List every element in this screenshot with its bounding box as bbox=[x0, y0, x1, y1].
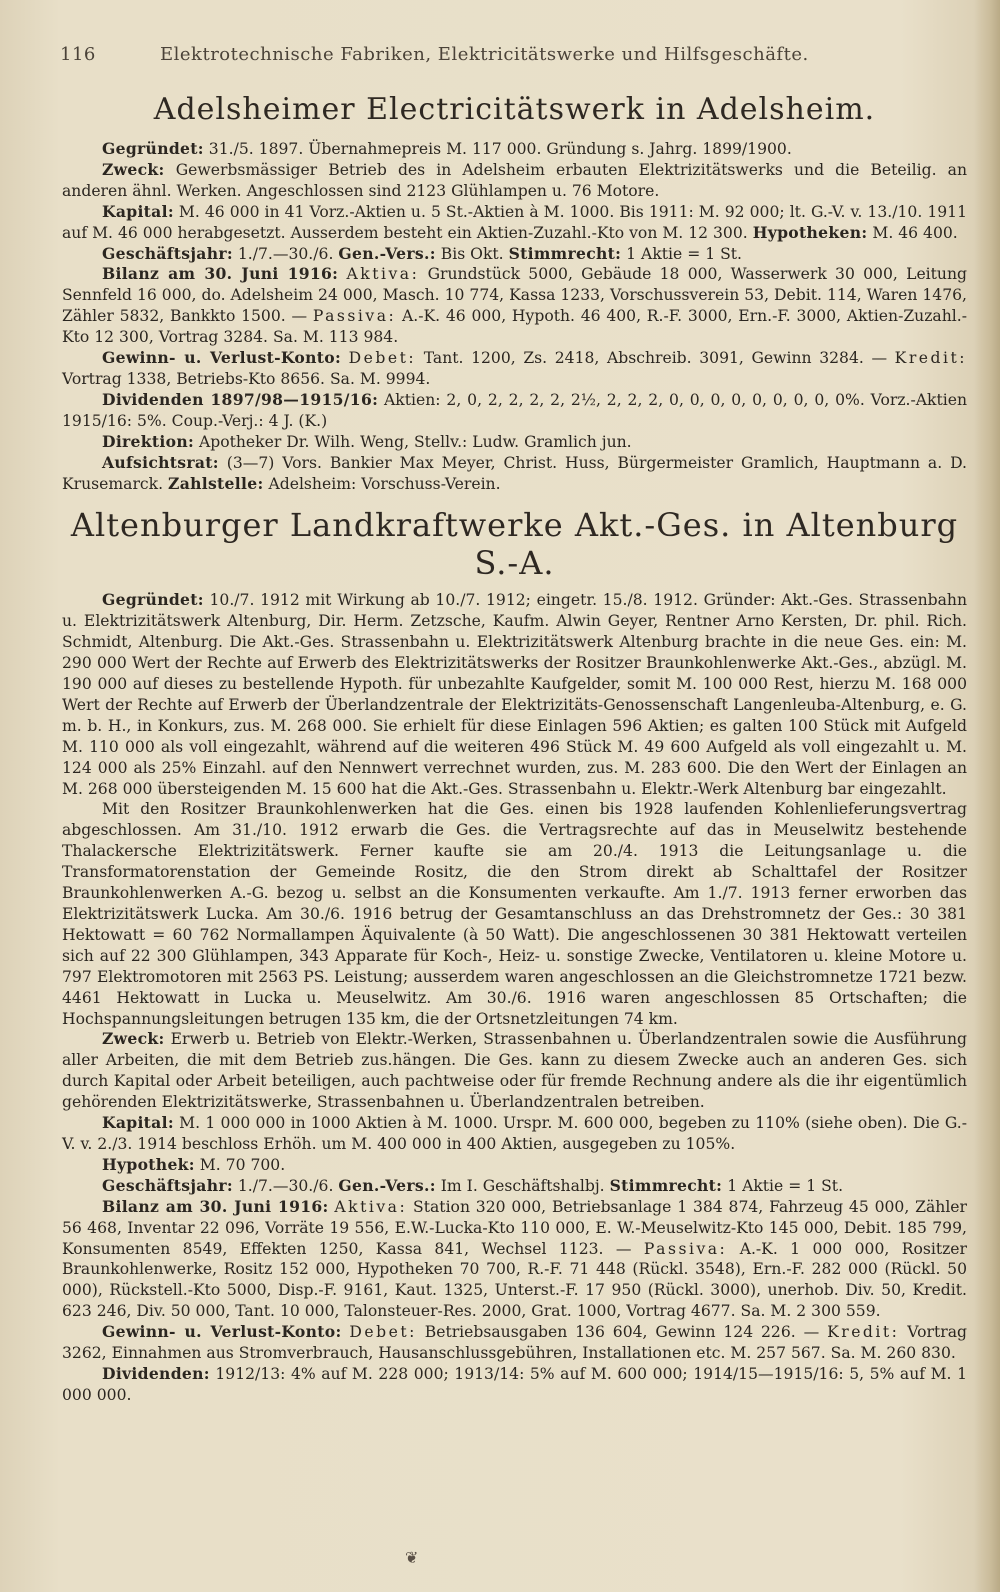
entry1-direktion: Direktion: Apotheker Dr. Wilh. Weng, Stellv.: Ludw. Gramlich jun. bbox=[102, 431, 632, 451]
entry2-bilanz: Bilanz am 30. Juni 1916: Aktiva: Station 320 000, Betriebsanlage 1 384 874, Fahrzeug 45 000, Zähler 56 468, Inventar 22 096, Vorräte 19 556, E.W.-Lucka-Kto 110 000, E. W.-Meuselwitz-Kto 145 000, Debit. 185 799, Konsumenten 8549, Effekten 1250, Kassa 841, Wechsel 1123. — Passiva: A.-K. 1 000 000, Rositzer Braunkohlenwerke, Rositz 152 000, Hypotheken 70 700, R.-F. 71 448 (Rückl. 3548), Ern.-F. 282 000 (Rückl. 50 000), Rückstell.-Kto 5000, Disp.-F. 9161, Kaut. 1325, Unterst.-F. 17 950 (Rückl. 3000), unerhob. Div. 50, Kredit. 623 246, Div. 50 000, Tant. 10 000, Talonsteuer-Res. 2000, Grat. 1000, Vortrag 4677. Sa. M. 2 300 559. bbox=[62, 1196, 967, 1321]
entry2-history: Mit den Rositzer Braunkohlenwerken hat die Ges. einen bis 1928 laufenden Kohlenlieferungsvertrag abgeschlossen. Am 31./10. 1912 erwarb die Ges. die Vertragsrechte auf das in Meuselwitz bestehende Thalackersche Elektrizitätswerk. Ferner kaufte sie am 20./4. 1913 die Leitungsanlage u. die Transformatorenstation der Gemeinde Rositz, die den Strom direkt ab Schalttafel der Rositzer Braunkohlenwerken A.-G. bezog u. selbst an die Konsumenten verkaufte. Am 1./7. 1913 ferner erworben das Elektrizitätswerk Lucka. Am 30./6. 1916 betrug der Gesamtanschluss an das Drehstromnetz der Ges.: 30 381 Hektowatt = 60 762 Normallampen Äquivalente (à 50 Watt). Die angeschlossenen 30 381 Hektowatt verteilen sich auf 22 300 Glühlampen, 343 Apparate für Koch-, Heiz- u. sonstige Zwecke, Ventilatoren u. kleine Motore u. 797 Elektromotoren mit 2563 PS. Leistung; ausserdem waren angeschlossen an die Gleichstromnetze 1721 bezw. 4461 Hektowatt in Lucka u. Meuselwitz. Am 30./6. 1916 waren angeschlossen 85 Ortschaften; die Hochspannungsleitungen betrugen 135 km, die der Ortsnetzleitungen 74 km. bbox=[62, 800, 967, 1028]
entry2-dividenden: Dividenden: 1912/13: 4% auf M. 228 000; 1913/14: 5% auf M. 600 000; 1914/15—1915/16: 5, 5% auf M. 1 000 000. bbox=[62, 1363, 967, 1404]
running-header bbox=[60, 44, 960, 65]
entry1-zweck: Zweck: Gewerbsmässiger Betrieb des in Adelsheim erbauten Elektrizitätswerks und die Beteilig. an anderen ähnl. Werken. Angeschlossen sind 2123 Glühlampen u. 76 Motore. bbox=[62, 159, 967, 200]
entry1-aufsichtsrat: Aufsichtsrat: (3—7) Vors. Bankier Max Meyer, Christ. Huss, Bürgermeister Gramlich, Hauptmann a. D. Krusemarck. Zahlstelle: Adelsheim: Vorschuss-Verein. bbox=[62, 452, 967, 493]
entry2-geschaeftsjahr: Geschäftsjahr: 1./7.—30./6. Gen.-Vers.: Im I. Geschäftshalbj. Stimmrecht: 1 Aktie = 1 St. bbox=[102, 1175, 844, 1195]
entry2-hypothek: Hypothek: M. 70 700. bbox=[102, 1154, 286, 1174]
page-number: 116 bbox=[60, 44, 96, 65]
entry2-kapital: Kapital: M. 1 000 000 in 1000 Aktien à M. 1000. Urspr. M. 600 000, begeben zu 110% (siehe oben). Die G.-V. v. 2./3. 1914 beschloss Erhöh. um M. 400 000 in 400 Aktien, ausgegeben zu 105%. bbox=[62, 1113, 967, 1153]
entry1-gegruendet: Gegründet: 31./5. 1897. Übernahmepreis M. 117 000. Gründung s. Jahrg. 1899/1900. bbox=[102, 139, 792, 158]
entry2-zweck: Zweck: Erwerb u. Betrieb von Elektr.-Werken, Strassenbahnen u. Überlandzentralen sowie die Ausführung aller Arbeiten, die mit dem Betrieb zus.hängen. Die Ges. kann zu diesem Zwecke auch an anderen Ges. sich durch Kapital oder Arbeit beteiligen, auch pachtweise oder für fremde Rechnung andere als die ihr eigentümlich gehörenden Elektrizitätswerke, Strassenbahnen u. Überlandzentralen betreiben. bbox=[62, 1029, 967, 1112]
entry1-dividenden: Dividenden 1897/98—1915/16: Aktien: 2, 0, 2, 2, 2, 2, 2½, 2, 2, 2, 0, 0, 0, 0, 0, 0, 0, 0, 0%. Vorz.-Aktien 1915/16: 5%. Coup.-Verj.: 4 J. (K.) bbox=[62, 389, 968, 430]
entry1-kapital: Kapital: M. 46 000 in 41 Vorz.-Aktien u. 5 St.-Aktien à M. 1000. Bis 1911: M. 92 000; lt. G.-V. v. 13./10. 1911 auf M. 46 000 herabgesetzt. Ausserdem besteht ein Aktien-Zuzahl.-Kto von M. 12 300. Hypotheken: M. 46 400. bbox=[62, 201, 967, 242]
running-title: Elektrotechnische Fabriken, Elektricitätswerke und Hilfsgeschäfte. bbox=[160, 44, 809, 65]
entry1-bilanz: Bilanz am 30. Juni 1916: Aktiva: Grundstück 5000, Gebäude 18 000, Wasserwerk 30 000, Leitung Sennfeld 16 000, do. Adelsheim 24 000, Masch. 10 774, Kassa 1233, Vorschussverein 53, Debit. 114, Waren 1476, Zähler 5832, Bankkto 1500. — Passiva: A.-K. 46 000, Hypoth. 46 400, R.-F. 3000, Ern.-F. 3000, Aktien-Zuzahl.-Kto 12 300, Vortrag 3284. Sa. M. 113 984. bbox=[62, 264, 967, 347]
entry2-gegruendet: Gegründet: 10./7. 1912 mit Wirkung ab 10./7. 1912; eingetr. 15./8. 1912. Gründer: Akt.-Ges. Strassenbahn u. Elektrizitätswerk Altenburg, Dir. Herm. Zetzsche, Kaufm. Alwin Geyer, Rentner Arno Kersten, Dr. phil. Rich. Schmidt, Altenburg. Die Akt.-Ges. Strassenbahn u. Elektrizitätswerk Altenburg brachte in die neue Ges. ein: M. 290 000 Wert der Rechte auf Erwerb des Elektrizitätswerks der Rositzer Braunkohlenwerke Akt.-Ges., abzügl. M. 190 000 auf dieses zu bestellende Hypoth. für unbezahlte Kaufgelder, somit M. 100 000 Rest, hierzu M. 168 000 Wert der Rechte auf Erwerb der Überlandzentrale der Elektrizitäts-Genossenschaft Langenleuba-Altenburg, e. G. m. b. H., in Konkurs, zus. M. 268 000. Sie erhielt für diese Einlagen 596 Aktien; es galten 100 Stück mit Aufgeld M. 110 000 als voll eingezahlt, während auf die weiteren 496 Stück M. 49 600 Aufgeld als voll eingezahlt u. M. 124 000 als 25% Einzahl. auf den Nennwert verrechnet wurden, zus. M. 283 600. Die den Wert der Einlagen an M. 268 000 übersteigenden M. 15 600 hat die Akt.-Ges. Strassenbahn u. Elektr.-Werk Altenburg bar eingezahlt. bbox=[62, 590, 967, 798]
footer-ornament-icon: ❦ bbox=[405, 1548, 419, 1567]
entry1-gewinn-verlust: Gewinn- u. Verlust-Konto: Debet: Tant. 1200, Zs. 2418, Abschreib. 3091, Gewinn 3284. — Kredit: Vortrag 1338, Betriebs-Kto 8656. Sa. M. 9994. bbox=[62, 348, 967, 388]
page-content bbox=[62, 92, 967, 1406]
page-edge-shadow bbox=[974, 0, 1000, 1592]
entry2-gewinn-verlust: Gewinn- u. Verlust-Konto: Debet: Betriebsausgaben 136 604, Gewinn 124 226. — Kredit: Vortrag 3262, Einnahmen aus Stromverbrauch, Hausanschlussgebühren, Installationen etc. M. 257 567. Sa. M. 260 830. bbox=[62, 1322, 967, 1363]
entry-title-adelsheim: Adelsheimer Electricitätswerk in Adelsheim. bbox=[153, 92, 876, 127]
entry-title-altenburg: Altenburger Landkraftwerke Akt.-Ges. in Altenburg S.-A. bbox=[70, 506, 959, 583]
entry1-geschaeftsjahr: Geschäftsjahr: 1./7.—30./6. Gen.-Vers.: Bis Okt. Stimmrecht: 1 Aktie = 1 St. bbox=[102, 243, 743, 263]
